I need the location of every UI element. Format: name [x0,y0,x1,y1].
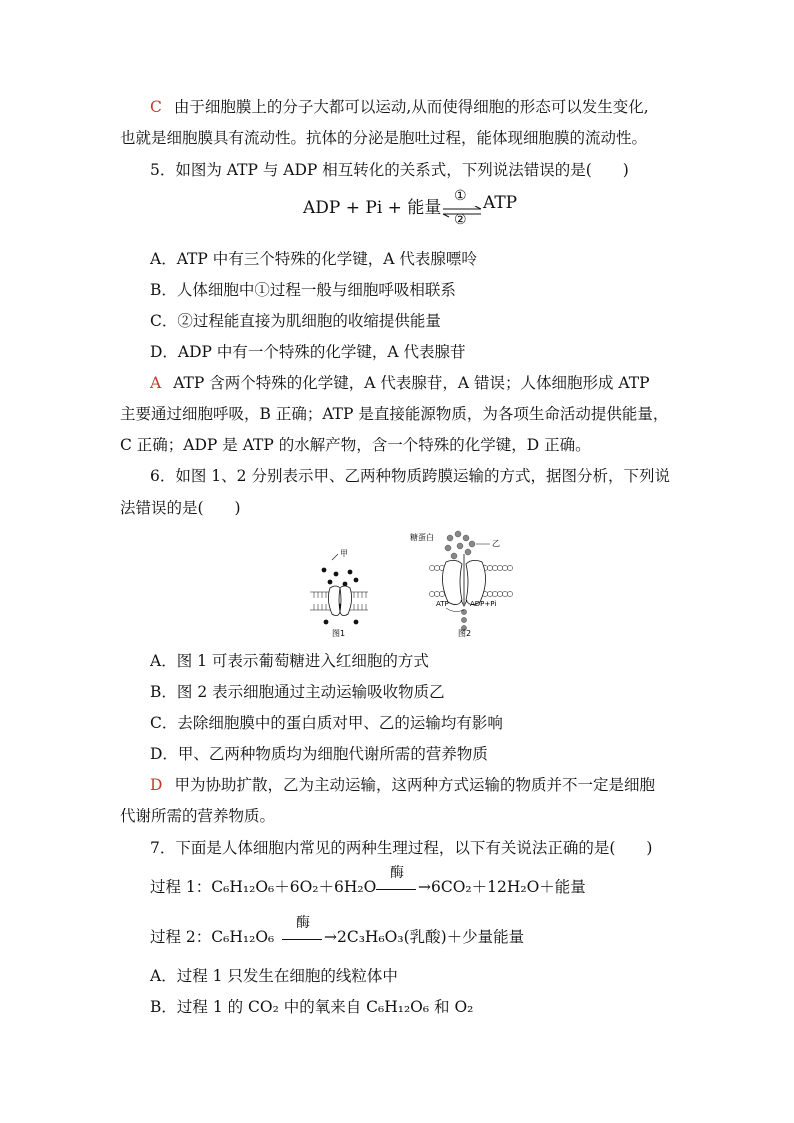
question-7: 7．下面是人体细胞内常见的两种生理过程，以下有关说法正确的是( ) [150,839,653,857]
process-reactant: C₆H₁₂O₆＋6O₂＋6H₂O [211,878,377,896]
process-1 [150,877,376,897]
fig1-caption: 图1 [332,629,346,638]
equation-left: ADP + Pi + 能量 [303,198,442,218]
process-label: 过程 1： [150,878,212,896]
figure-1 [310,549,368,638]
membrane-transport-figure [300,528,530,644]
explanation-line: 也就是细胞膜具有流动性。抗体的分泌是胞吐过程，能体现细胞膜的流动性。 [120,129,648,147]
process-product: →6CO₂＋12H₂O＋能量 [418,878,586,896]
answer-c-line [150,97,649,117]
explanation-text: 甲为协助扩散，乙为主动运输，这两种方式运输的物质并不一定是细胞 [174,776,655,794]
answer-letter: D [150,776,163,794]
option-6d: D．甲、乙两种物质均为细胞代谢所需的营养物质 [150,745,488,763]
explanation-line: 主要通过细胞呼吸，B 正确；ATP 是直接能源物质，为各项生命活动提供能量， [120,405,669,423]
option-5d: D．ADP 中有一个特殊的化学键，A 代表腺苷 [150,343,466,361]
fig2-glycoprotein-label: 糖蛋白 [410,533,434,542]
explanation-line: C 正确；ADP 是 ATP 的水解产物，含一个特殊的化学键，D 正确。 [120,436,591,454]
option-7b: B．过程 1 的 CO₂ 中的氧来自 C₆H₁₂O₆ 和 O₂ [150,998,474,1016]
answer-5-line [150,373,650,393]
explanation-line: 代谢所需的营养物质。 [120,807,276,825]
fig2-substance-label: 乙 [492,539,500,548]
explanation-text: 由于细胞膜上的分子大都可以运动,从而使得细胞的形态可以发生变化, [173,98,649,116]
arrow-label-top: ① [454,188,467,204]
answer-6-line [150,775,655,795]
process-product: →2C₃H₆O₃(乳酸)＋少量能量 [324,928,525,946]
equation-atp-adp [303,193,441,218]
option-5a: A．ATP 中有三个特殊的化学键，A 代表腺嘌呤 [150,250,477,268]
process-2 [150,927,274,947]
enzyme-label: 酶 [390,865,404,881]
process-reactant: C₆H₁₂O₆ [211,928,275,946]
option-7a: A．过程 1 只发生在细胞的线粒体中 [150,967,398,985]
option-6b: B．图 2 表示细胞通过主动运输吸收物质乙 [150,683,445,701]
arrow-label-bottom: ② [454,212,467,228]
fig2-caption: 图2 [458,629,472,638]
enzyme-label: 酶 [296,915,310,931]
fig2-atp-label: ATP [436,600,449,608]
reversible-arrow [441,188,483,228]
option-5c: C．②过程能直接为肌细胞的收缩提供能量 [150,312,441,330]
explanation-text: ATP 含两个特殊的化学键，A 代表腺苷，A 错误；人体细胞形成 ATP [173,374,650,392]
equation-right: ATP [483,193,518,213]
reaction-line [282,939,322,940]
question-6: 6．如图 1、2 分别表示甲、乙两种物质跨膜运输的方式，据图分析，下列说 [150,467,670,485]
option-6c: C．去除细胞膜中的蛋白质对甲、乙的运输均有影响 [150,714,503,732]
question-6-cont: 法错误的是( ) [120,499,241,517]
answer-letter: A [150,374,162,392]
figure-2 [410,531,513,638]
fig1-substance-label: 甲 [340,549,348,558]
answer-letter: C [150,98,162,116]
option-5b: B．人体细胞中①过程一般与细胞呼吸相联系 [150,281,456,299]
question-5: 5．如图为 ATP 与 ADP 相互转化的关系式，下列说法错误的是( ) [150,161,629,179]
reaction-line [376,889,416,890]
process-label: 过程 2： [150,928,212,946]
fig2-adp-label: ADP+Pi [470,600,497,608]
option-6a: A．图 1 可表示葡萄糖进入红细胞的方式 [150,652,429,670]
